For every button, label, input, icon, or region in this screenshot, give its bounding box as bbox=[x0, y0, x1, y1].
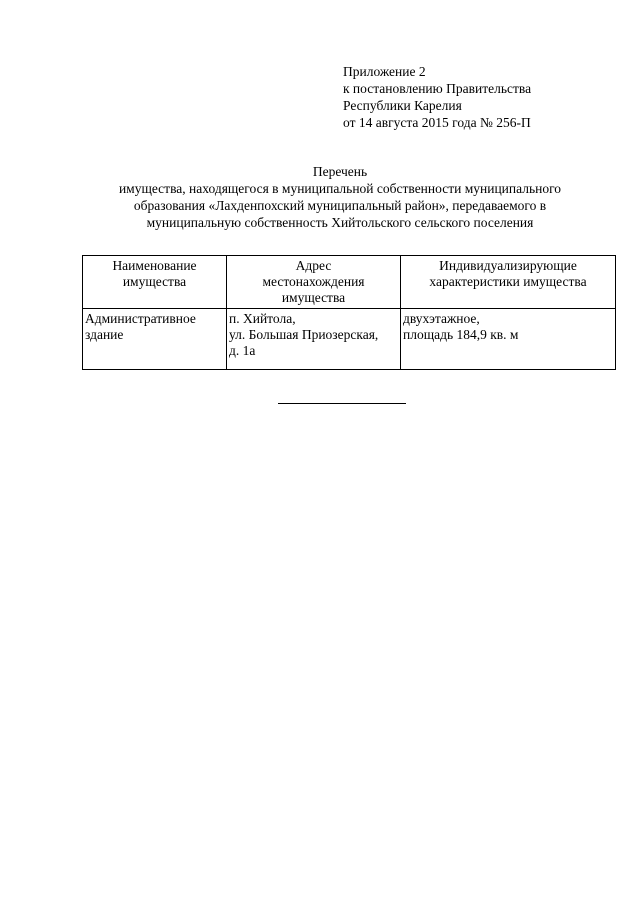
cell-property-address: п. Хийтола, ул. Большая Приозерская, д. 1а bbox=[227, 309, 401, 370]
cell-property-features: двухэтажное, площадь 184,9 кв. м bbox=[401, 309, 616, 370]
end-divider-line bbox=[278, 403, 406, 404]
header-property-features: Индивидуализирующие характеристики имущества bbox=[401, 256, 616, 309]
appendix-date-number: от 14 августа 2015 года № 256-П bbox=[343, 115, 531, 130]
appendix-region: Республики Карелия bbox=[343, 98, 462, 113]
document-subtitle-line: муниципальную собственность Хийтольского сельского поселения bbox=[146, 215, 534, 230]
document-subtitle-line: образования «Лахденпохский муниципальный район», передаваемого в bbox=[133, 198, 547, 213]
header-property-address: Адрес местонахождения имущества bbox=[227, 256, 401, 309]
table-row bbox=[83, 309, 616, 370]
appendix-block bbox=[343, 63, 603, 131]
document-heading bbox=[70, 163, 610, 231]
table-header-row bbox=[83, 256, 616, 309]
appendix-resolution-ref: к постановлению Правительства bbox=[343, 81, 532, 96]
appendix-number: Приложение 2 bbox=[343, 64, 426, 79]
document-subtitle-line: имущества, находящегося в муниципальной собственности муниципального bbox=[118, 181, 562, 196]
header-property-name: Наименование имущества bbox=[83, 256, 227, 309]
property-table bbox=[82, 255, 616, 370]
document-title: Перечень bbox=[312, 164, 368, 179]
cell-property-name: Административное здание bbox=[83, 309, 227, 370]
